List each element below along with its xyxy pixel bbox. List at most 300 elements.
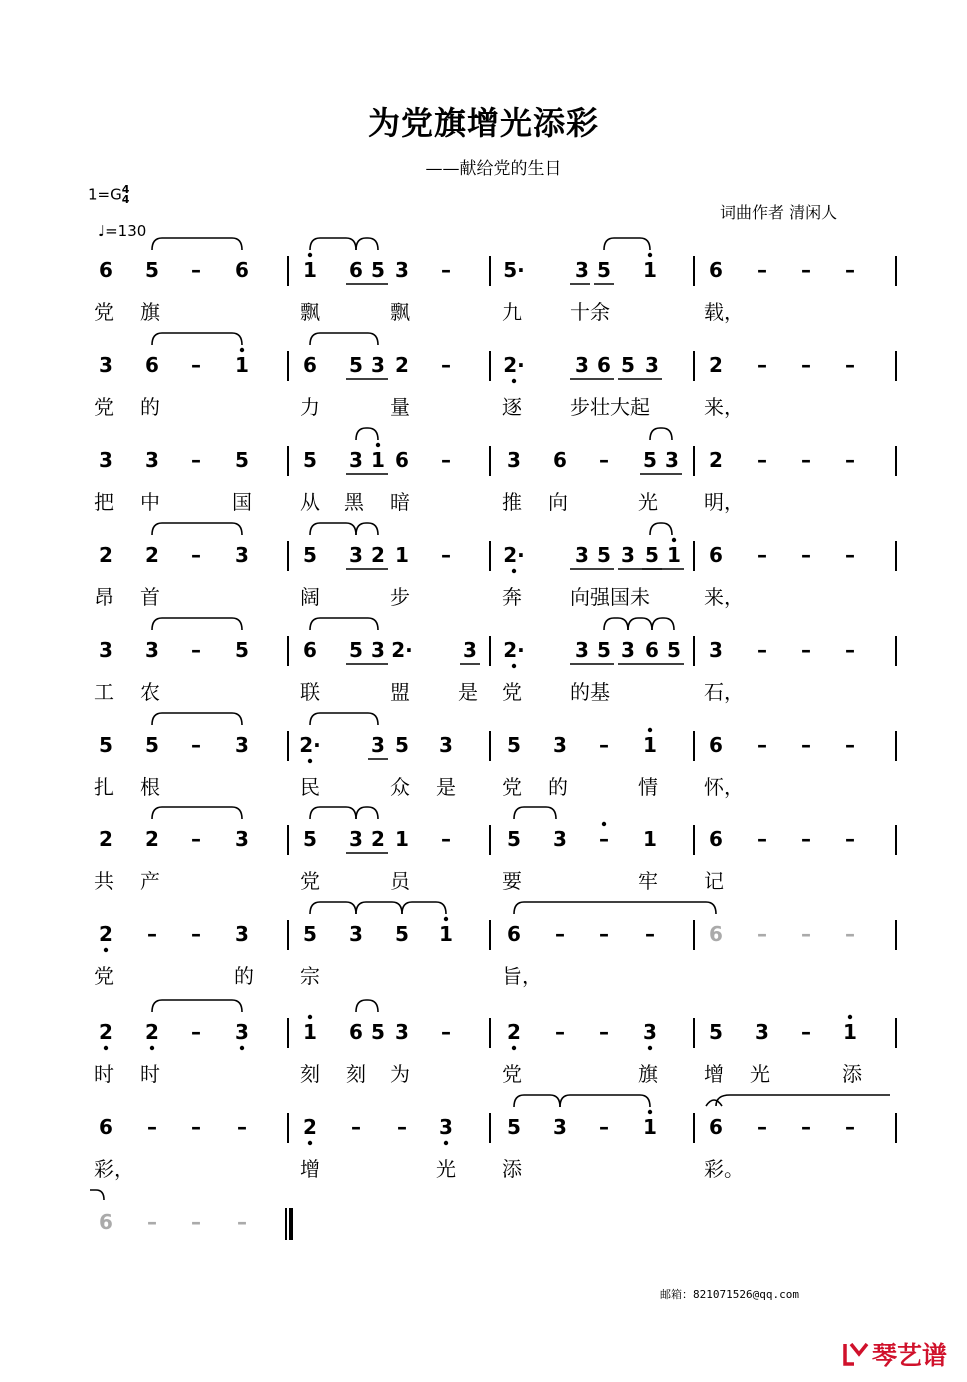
octave-dot xyxy=(648,728,652,732)
slur-arc xyxy=(310,807,356,819)
tempo-value: =130 xyxy=(105,222,147,240)
score-note: 5 xyxy=(621,353,635,377)
slur-arc xyxy=(604,238,650,250)
note-dash: – xyxy=(757,827,767,851)
lyric-syllable: 彩。 xyxy=(704,1157,744,1181)
score-note: 6 xyxy=(709,543,723,567)
note-dash: – xyxy=(555,922,565,946)
lyric-syllable: 光 xyxy=(638,490,658,514)
score-note: 5 xyxy=(371,1020,385,1044)
score-note: 3 xyxy=(621,543,635,567)
lyric-syllable: 黑 xyxy=(344,490,364,514)
note-dash: – xyxy=(801,448,811,472)
slur-arc xyxy=(310,618,378,630)
note-dash: – xyxy=(191,258,201,282)
note-dash: – xyxy=(801,733,811,757)
note-dash: – xyxy=(237,1210,247,1234)
lyric-syllable: 向强国未 xyxy=(570,585,650,609)
score-note: 6 xyxy=(709,922,723,946)
lyric-syllable: 联 xyxy=(300,680,320,704)
score-note: 2 xyxy=(145,1020,159,1044)
note-dash: – xyxy=(757,638,767,662)
note-dash: – xyxy=(441,448,451,472)
note-dash: – xyxy=(845,543,855,567)
score-note: 6 xyxy=(507,922,521,946)
score-note: 5 xyxy=(235,638,249,662)
lyric-syllable: 载， xyxy=(704,300,744,324)
lyric-syllable: 推 xyxy=(502,490,522,514)
slur-arc xyxy=(356,1000,378,1012)
score-note: 1 xyxy=(643,258,657,282)
score-note: 5 xyxy=(145,258,159,282)
score-note: 6 xyxy=(235,258,249,282)
score-note: 6 xyxy=(553,448,567,472)
score-note: 3 xyxy=(439,733,453,757)
score-note: 3 xyxy=(349,448,363,472)
score-note: 1 xyxy=(303,1020,317,1044)
lyric-syllable: 力 xyxy=(300,395,320,419)
octave-dot xyxy=(308,1015,312,1019)
score-note: 2 xyxy=(303,1115,317,1139)
lyric-syllable: 首 xyxy=(140,585,160,609)
lyric-syllable: 记 xyxy=(704,869,724,893)
slur-arc xyxy=(650,523,672,535)
slur-arc xyxy=(356,428,378,440)
note-dash: – xyxy=(757,543,767,567)
score-note: 1 xyxy=(643,827,657,851)
note-dash: – xyxy=(845,922,855,946)
score-note: 1 xyxy=(235,353,249,377)
lyric-syllable: 明， xyxy=(704,490,744,514)
score-note: 5 xyxy=(99,733,113,757)
score-note: 1 xyxy=(843,1020,857,1044)
score-note: 3 xyxy=(235,543,249,567)
lyric-syllable: 党 xyxy=(502,680,522,704)
note-dash: – xyxy=(191,733,201,757)
score-note: 2 xyxy=(709,353,723,377)
note-dash: – xyxy=(441,258,451,282)
lyric-syllable: 党 xyxy=(300,869,320,893)
lyric-syllable: 扎 xyxy=(94,775,114,799)
note-dash: – xyxy=(555,1020,565,1044)
score-note: 2 xyxy=(99,1020,113,1044)
slur-arc xyxy=(356,807,378,819)
score-note: 5 xyxy=(597,638,611,662)
score-note: 2· xyxy=(503,638,525,662)
slur-arc xyxy=(310,238,356,250)
score-note: 6 xyxy=(395,448,409,472)
score-note: 5 xyxy=(709,1020,723,1044)
score-note: 3 xyxy=(575,258,589,282)
slur-arc xyxy=(310,523,356,535)
score-note: 3 xyxy=(371,638,385,662)
lyric-syllable: 增 xyxy=(300,1157,320,1181)
slur-arc xyxy=(402,902,446,914)
note-dash: – xyxy=(351,1115,361,1139)
lyric-syllable: 暗 xyxy=(390,490,410,514)
lyric-syllable: 奔 xyxy=(502,585,522,609)
note-dash: – xyxy=(645,922,655,946)
score-note: 2 xyxy=(99,922,113,946)
note-dash: – xyxy=(147,922,157,946)
note-dash: – xyxy=(757,922,767,946)
tie-continuation xyxy=(716,1095,890,1106)
score-note: 5 xyxy=(507,1115,521,1139)
score-note: 5 xyxy=(235,448,249,472)
lyric-syllable: 牢 xyxy=(638,869,658,893)
score-note: 5 xyxy=(597,258,611,282)
note-dash: – xyxy=(191,922,201,946)
lyric-syllable: 员 xyxy=(390,869,410,893)
score-note: 3 xyxy=(349,922,363,946)
note-dash: – xyxy=(801,922,811,946)
score-note: 5 xyxy=(303,827,317,851)
score-note: 3 xyxy=(145,448,159,472)
lyric-syllable: 向 xyxy=(548,490,568,514)
slur-arc xyxy=(514,902,716,914)
lyric-syllable: 阔 xyxy=(300,585,320,609)
score-note: 5 xyxy=(145,733,159,757)
score-note: 5 xyxy=(303,448,317,472)
slur-arc xyxy=(152,333,242,345)
slur-arc xyxy=(152,523,242,535)
octave-dot xyxy=(444,1141,448,1145)
lyric-syllable: 刻 xyxy=(300,1062,320,1086)
note-dash: – xyxy=(191,448,201,472)
time-unit: 4 xyxy=(121,193,130,206)
octave-dot xyxy=(512,664,516,668)
fermata-mark xyxy=(706,1100,722,1106)
score-note: 1 xyxy=(395,827,409,851)
lyric-syllable: 十余 xyxy=(570,300,610,324)
lyric-syllable: 农 xyxy=(140,680,160,704)
slur-arc xyxy=(514,1095,560,1107)
lyric-syllable: 是 xyxy=(458,680,478,704)
score-note: 3 xyxy=(235,922,249,946)
lyric-syllable: 的 xyxy=(234,964,254,988)
score-note: 3 xyxy=(235,1020,249,1044)
score-note: 2 xyxy=(99,543,113,567)
note-dash: – xyxy=(191,1020,201,1044)
lyric-syllable: 步壮大起 xyxy=(570,395,650,419)
note-dash: – xyxy=(441,827,451,851)
lyric-syllable: 来， xyxy=(704,395,744,419)
note-dash: – xyxy=(801,827,811,851)
note-dash: – xyxy=(397,1115,407,1139)
octave-dot xyxy=(444,917,448,921)
lyric-syllable: 彩， xyxy=(94,1157,134,1181)
score-note: 3 xyxy=(371,353,385,377)
octave-dot xyxy=(308,253,312,257)
note-dash: – xyxy=(801,258,811,282)
score-note: 3 xyxy=(507,448,521,472)
score-note: 6 xyxy=(645,638,659,662)
note-dash: – xyxy=(191,353,201,377)
note-dash: – xyxy=(191,827,201,851)
note-dash: – xyxy=(757,733,767,757)
octave-dot xyxy=(602,822,606,826)
score-note: 2 xyxy=(99,827,113,851)
score-note: 6 xyxy=(709,733,723,757)
lyric-syllable: 添 xyxy=(842,1062,862,1086)
score-note: 3 xyxy=(665,448,679,472)
lyric-syllable: 逐 xyxy=(502,395,522,419)
score-note: 5 xyxy=(507,827,521,851)
note-dash: – xyxy=(191,543,201,567)
note-dash: – xyxy=(845,258,855,282)
note-dash: – xyxy=(599,1020,609,1044)
note-dash: – xyxy=(599,733,609,757)
note-dash: – xyxy=(757,353,767,377)
note-dash: – xyxy=(147,1115,157,1139)
lyric-syllable: 刻 xyxy=(346,1062,366,1086)
lyric-syllable: 旨， xyxy=(502,964,542,988)
score-note: 3 xyxy=(395,1020,409,1044)
octave-dot xyxy=(240,348,244,352)
note-dash: – xyxy=(599,1115,609,1139)
score-note: 3 xyxy=(575,638,589,662)
score-note: 5 xyxy=(303,922,317,946)
lyric-syllable: 要 xyxy=(502,869,522,893)
lyric-syllable: 旗 xyxy=(638,1062,658,1086)
lyric-syllable: 是 xyxy=(436,775,456,799)
score-note: 3 xyxy=(99,638,113,662)
octave-dot xyxy=(240,1046,244,1050)
tie-continuation xyxy=(90,1190,104,1200)
lyric-syllable: 昂 xyxy=(94,585,114,609)
slur-arc xyxy=(310,333,378,345)
score-note: 3 xyxy=(371,733,385,757)
octave-dot xyxy=(104,948,108,952)
slur-arc xyxy=(310,713,378,725)
lyric-syllable: 把 xyxy=(94,490,114,514)
note-dash: – xyxy=(801,1115,811,1139)
score-note: 3 xyxy=(755,1020,769,1044)
note-dash: – xyxy=(441,353,451,377)
key-prefix: 1=G xyxy=(88,185,122,204)
score-note: 6 xyxy=(99,1115,113,1139)
note-dash: – xyxy=(845,733,855,757)
note-dash: – xyxy=(191,1115,201,1139)
note-dash: – xyxy=(147,1210,157,1234)
score-note: 5 xyxy=(371,258,385,282)
octave-dot xyxy=(648,1046,652,1050)
note-dash: – xyxy=(191,638,201,662)
score-note: 2 xyxy=(507,1020,521,1044)
score-note: 6 xyxy=(99,258,113,282)
score-note: 5 xyxy=(597,543,611,567)
score-note: 2 xyxy=(709,448,723,472)
lyric-syllable: 从 xyxy=(300,490,320,514)
lyric-syllable: 共 xyxy=(94,869,114,893)
octave-dot xyxy=(376,443,380,447)
lyric-syllable: 宗 xyxy=(300,964,320,988)
octave-dot xyxy=(848,1015,852,1019)
lyric-syllable: 党 xyxy=(502,1062,522,1086)
lyric-syllable: 九 xyxy=(502,300,522,324)
score-note: 3 xyxy=(553,1115,567,1139)
octave-dot xyxy=(512,569,516,573)
lyric-syllable: 石， xyxy=(704,680,744,704)
score-note: 2· xyxy=(299,733,321,757)
lyric-syllable: 怀， xyxy=(704,775,744,799)
score-note: 6 xyxy=(709,1115,723,1139)
score-note: 2· xyxy=(503,353,525,377)
lyric-syllable: 产 xyxy=(140,869,160,893)
note-dash: – xyxy=(599,448,609,472)
lyric-syllable: 党 xyxy=(94,395,114,419)
score-note: 3 xyxy=(145,638,159,662)
slur-arc xyxy=(560,1095,650,1107)
score-note: 5 xyxy=(349,638,363,662)
octave-dot xyxy=(308,1141,312,1145)
lyric-syllable: 飘 xyxy=(390,300,410,324)
lyric-syllable: 来， xyxy=(704,585,744,609)
score-note: 2· xyxy=(503,543,525,567)
slur-arc xyxy=(152,618,242,630)
score-note: 2· xyxy=(391,638,413,662)
lyric-syllable: 党 xyxy=(94,964,114,988)
score-note: 6 xyxy=(709,827,723,851)
score-note: 3 xyxy=(553,733,567,757)
octave-dot xyxy=(104,1046,108,1050)
score-note: 3 xyxy=(235,733,249,757)
score-note: 5 xyxy=(667,638,681,662)
score-note: 5 xyxy=(507,733,521,757)
lyric-syllable: 光 xyxy=(750,1062,770,1086)
note-dash: – xyxy=(801,638,811,662)
score-note: 3 xyxy=(99,353,113,377)
score-note: 6 xyxy=(303,638,317,662)
note-dash: – xyxy=(757,258,767,282)
score-note: 3 xyxy=(575,353,589,377)
octave-dot xyxy=(672,538,676,542)
note-dash: – xyxy=(845,353,855,377)
contact-email: 邮箱：821071526@qq.com xyxy=(660,1288,799,1301)
score-note: 6 xyxy=(99,1210,113,1234)
slur-arc xyxy=(628,618,652,630)
octave-dot xyxy=(512,1046,516,1050)
note-dash: – xyxy=(845,1115,855,1139)
slur-arc xyxy=(356,523,378,535)
slur-arc xyxy=(604,618,628,630)
score-note: 3 xyxy=(709,638,723,662)
lyric-syllable: 工 xyxy=(94,680,114,704)
score-note: 6 xyxy=(303,353,317,377)
slur-arc xyxy=(152,1000,242,1012)
slur-arc xyxy=(356,238,378,250)
note-dash: – xyxy=(599,922,609,946)
score-note: 5 xyxy=(395,922,409,946)
note-dash: – xyxy=(599,827,609,851)
score-note: 6 xyxy=(349,258,363,282)
score-note: 6 xyxy=(597,353,611,377)
score-note: 3 xyxy=(645,353,659,377)
lyric-syllable: 时 xyxy=(140,1062,160,1086)
lyric-syllable: 国 xyxy=(232,490,252,514)
note-dash: – xyxy=(441,1020,451,1044)
score-note: 3 xyxy=(349,827,363,851)
score-note: 3 xyxy=(349,543,363,567)
slur-arc xyxy=(356,902,402,914)
lyric-syllable: 党 xyxy=(94,300,114,324)
score-note: 2 xyxy=(145,827,159,851)
score-note: 2 xyxy=(371,543,385,567)
score-note: 3 xyxy=(575,543,589,567)
score-note: 5 xyxy=(643,448,657,472)
lyric-syllable: 步 xyxy=(390,585,410,609)
slur-arc xyxy=(152,713,242,725)
score-note: 3 xyxy=(463,638,477,662)
note-dash: – xyxy=(845,827,855,851)
quarter-note-icon: ♩ xyxy=(98,222,106,240)
slur-arc xyxy=(152,807,242,819)
lyric-syllable: 党 xyxy=(502,775,522,799)
score-note: 3 xyxy=(99,448,113,472)
score-note: 1 xyxy=(303,258,317,282)
site-logo xyxy=(842,1336,947,1372)
lyric-syllable: 飘 xyxy=(300,300,320,324)
octave-dot xyxy=(648,1110,652,1114)
score-note: 3 xyxy=(621,638,635,662)
score-note: 2 xyxy=(145,543,159,567)
note-dash: – xyxy=(801,543,811,567)
note-dash: – xyxy=(757,448,767,472)
score-note: 3 xyxy=(643,1020,657,1044)
score-note: 3 xyxy=(235,827,249,851)
lyric-syllable: 盟 xyxy=(390,680,410,704)
score-note: 5 xyxy=(645,543,659,567)
lyric-syllable: 根 xyxy=(140,775,160,799)
lyric-syllable: 的 xyxy=(140,395,160,419)
octave-dot xyxy=(308,759,312,763)
score-note: 5 xyxy=(349,353,363,377)
score-note: 5· xyxy=(503,258,525,282)
lyric-syllable: 光 xyxy=(436,1157,456,1181)
score-note: 3 xyxy=(553,827,567,851)
slur-arc xyxy=(152,238,242,250)
score-note: 1 xyxy=(643,1115,657,1139)
note-dash: – xyxy=(845,638,855,662)
slur-arc xyxy=(650,428,672,440)
score-note: 1 xyxy=(439,922,453,946)
note-dash: – xyxy=(237,1115,247,1139)
lyric-syllable: 的 xyxy=(548,775,568,799)
lyric-syllable: 量 xyxy=(390,395,410,419)
logo-icon xyxy=(842,1340,870,1368)
logo-text: 琴艺谱 xyxy=(872,1341,948,1370)
score-note: 1 xyxy=(371,448,385,472)
lyric-syllable: 情 xyxy=(638,775,658,799)
note-dash: – xyxy=(757,1115,767,1139)
octave-dot xyxy=(648,253,652,257)
lyric-syllable: 的基 xyxy=(570,680,610,704)
author-credit: 词曲作者 清闲人 xyxy=(720,203,838,222)
slur-arc xyxy=(652,618,674,630)
score-note: 5 xyxy=(303,543,317,567)
lyric-syllable: 旗 xyxy=(140,300,160,324)
slur-arc xyxy=(514,807,556,819)
score-title: 为党旗增光添彩 xyxy=(367,104,599,142)
lyric-syllable: 增 xyxy=(704,1062,724,1086)
note-dash: – xyxy=(191,1210,201,1234)
lyric-syllable: 中 xyxy=(140,490,160,514)
note-dash: – xyxy=(845,448,855,472)
lyric-syllable: 民 xyxy=(300,775,320,799)
score-note: 3 xyxy=(395,258,409,282)
lyric-syllable: 为 xyxy=(390,1062,410,1086)
score-note: 6 xyxy=(709,258,723,282)
